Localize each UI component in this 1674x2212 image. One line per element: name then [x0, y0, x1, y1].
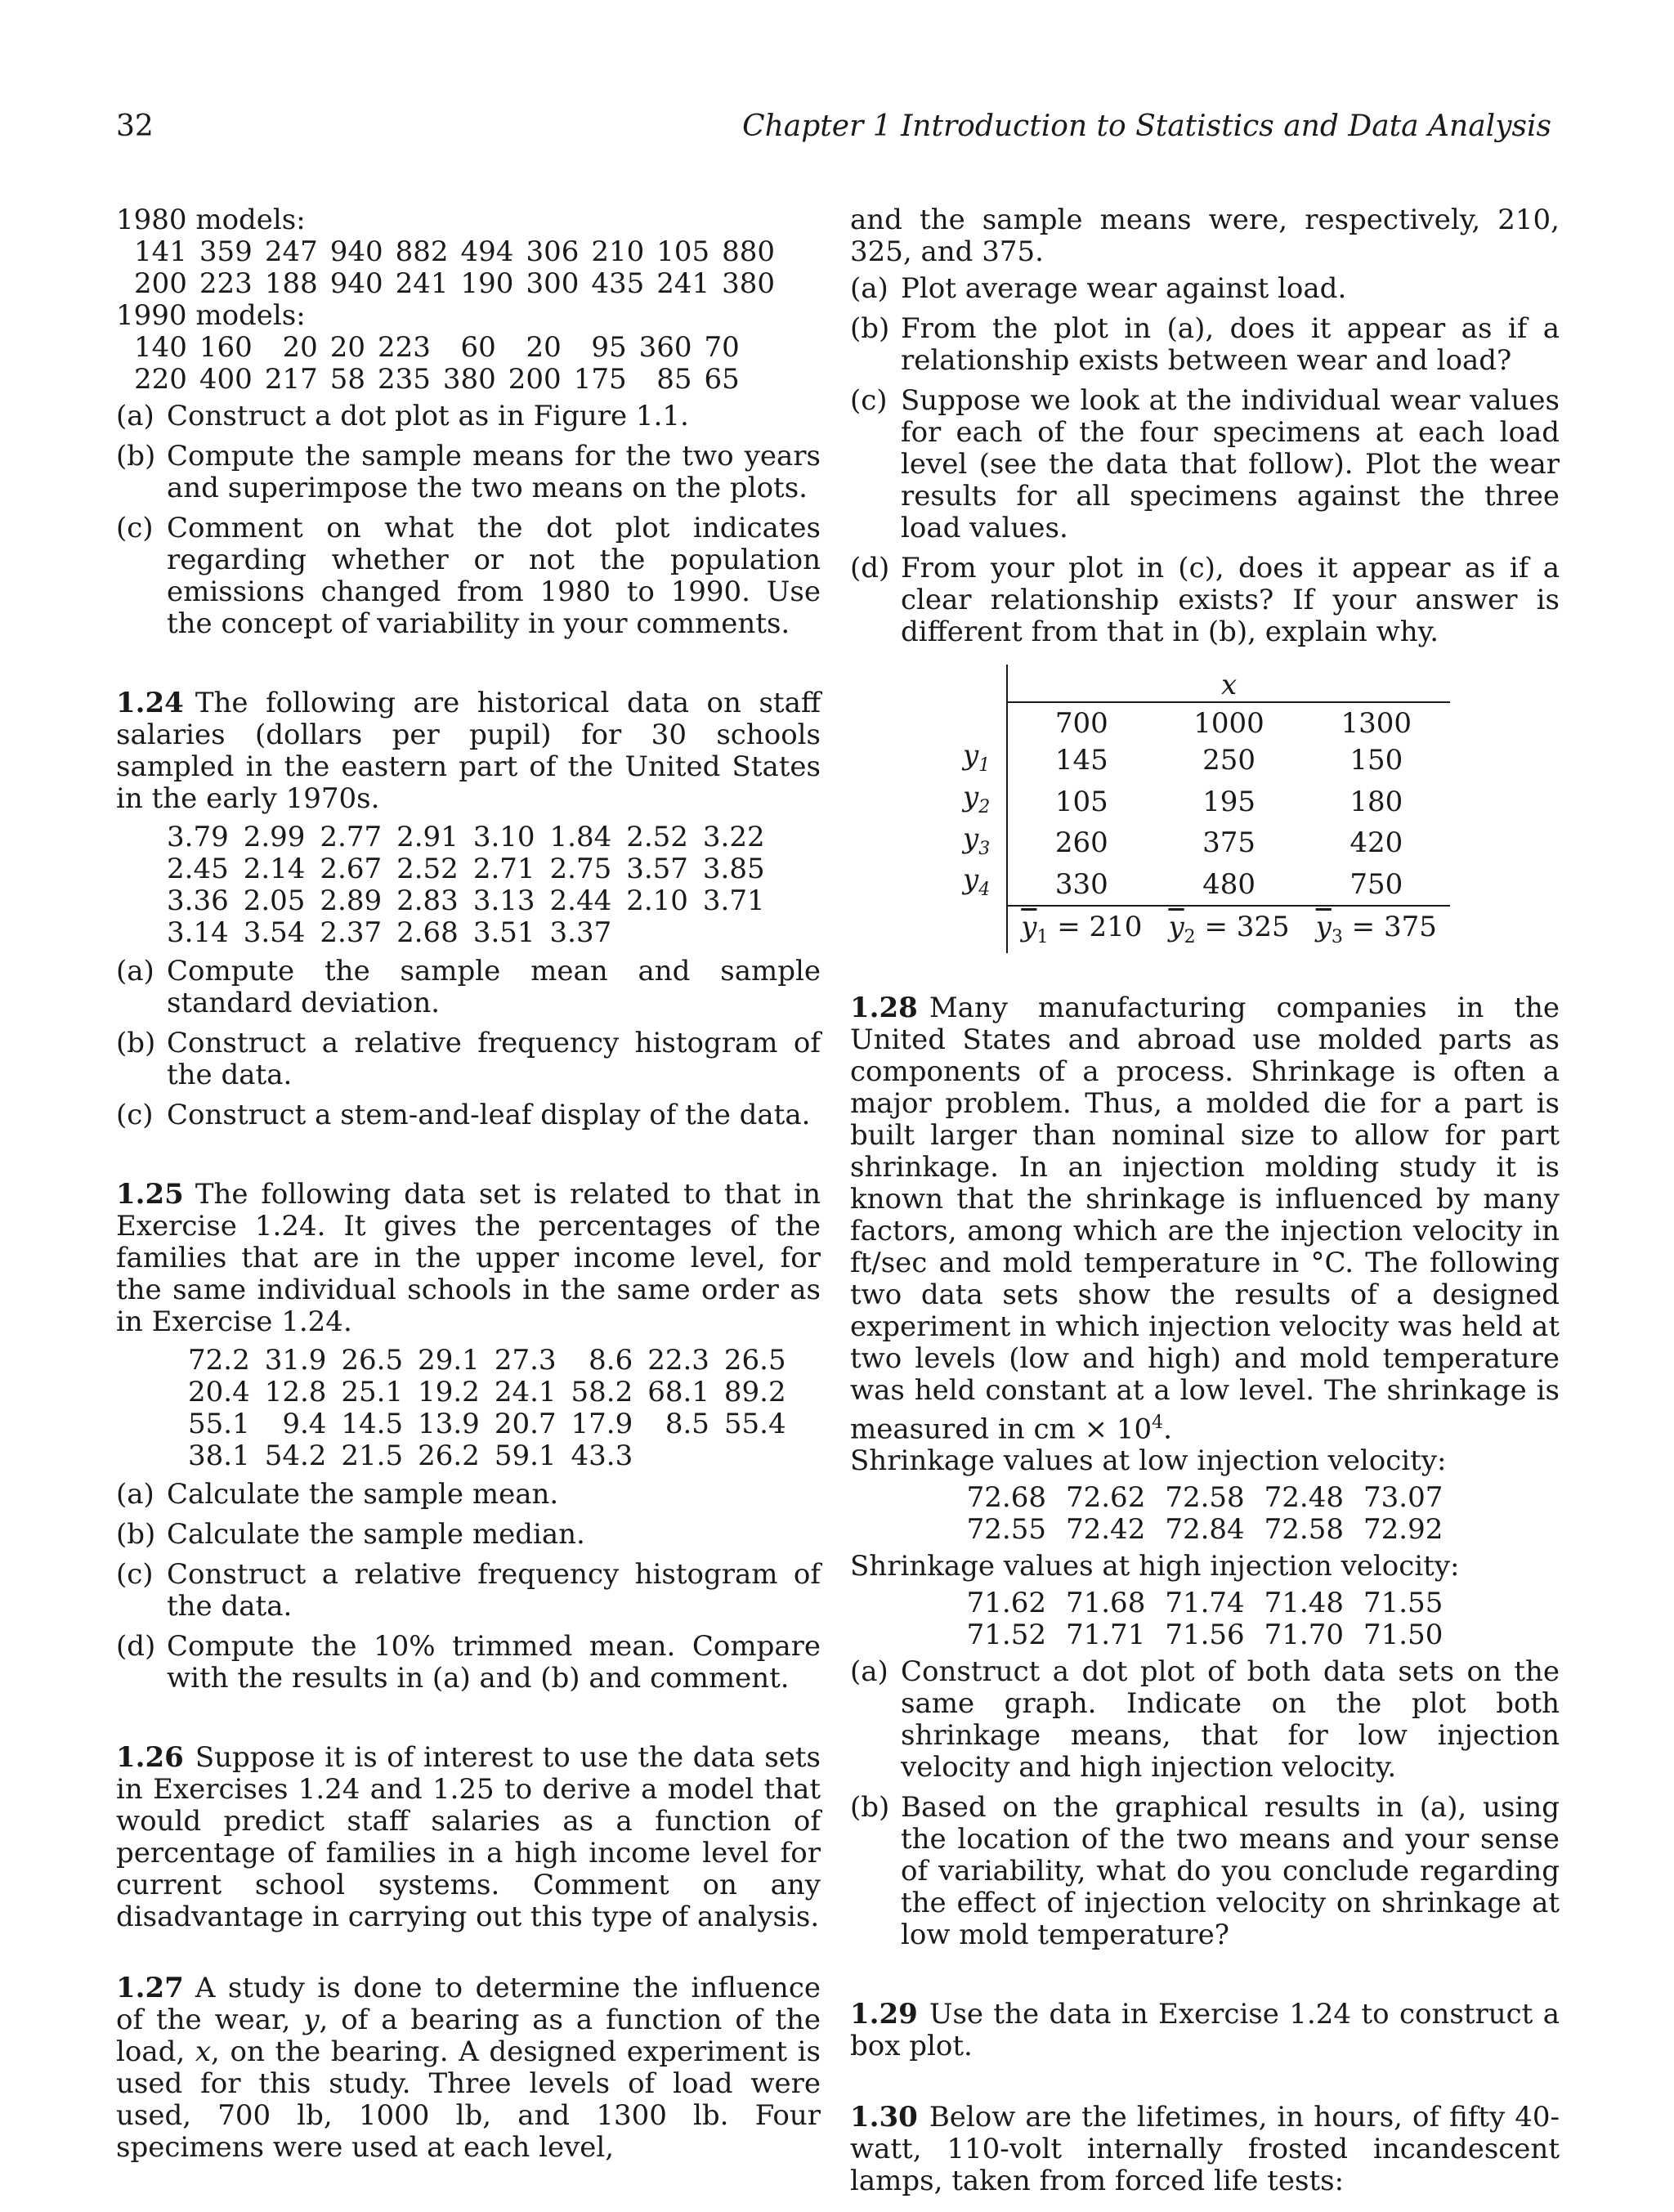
wear-cell: 105: [1054, 785, 1108, 818]
emission-1990-cell: 20: [526, 331, 562, 364]
salary-data: [167, 822, 780, 949]
wear-cell: 250: [1202, 743, 1256, 777]
shrinkage-low-cell: 72.68: [966, 1481, 1046, 1515]
variable-y: y: [303, 2004, 320, 2036]
emission-1980-row: [134, 236, 787, 268]
exercise-part: [850, 273, 1560, 305]
emission-1990-cell: 400: [199, 363, 253, 396]
part-label: (b): [850, 312, 890, 345]
salary-cell: 2.52: [626, 821, 688, 853]
salary-cell: 2.37: [320, 916, 383, 949]
income-row: [188, 1440, 801, 1472]
salary-cell: 3.37: [549, 916, 612, 949]
table-corner: [956, 906, 1007, 953]
shrinkage-low-cell: 72.58: [1165, 1481, 1245, 1515]
exponent: 4: [1152, 1412, 1164, 1433]
wear-row-label: $y_4$: [956, 864, 1007, 906]
exercise-number: 1.26: [116, 1741, 184, 1774]
income-cell: 43.3: [571, 1440, 633, 1472]
wear-row: [956, 781, 1450, 823]
exercise-1-30-statement: [850, 2102, 1560, 2197]
income-cell: 54.2: [264, 1440, 327, 1472]
salary-cell: 2.10: [626, 884, 688, 917]
income-cell: 58.2: [571, 1376, 633, 1408]
left-column: [116, 204, 821, 2164]
part-label: (b): [116, 1518, 156, 1551]
part-text: Suppose we look at the individual wear values for each of the four specimens at each load level (see the data that follow). Plot the wear results for all specimens against the three load values.: [901, 384, 1560, 544]
exercise-part: [850, 1656, 1560, 1784]
page-header: [0, 110, 1674, 151]
exercise-1-24-parts: [116, 956, 821, 1131]
exercise-number: 1.29: [850, 1998, 918, 2031]
emission-1990-row: [134, 364, 752, 396]
wear-row-label: $y_2$: [956, 781, 1007, 823]
exercise-1-27-statement: [116, 1972, 821, 2164]
salary-cell: 3.79: [167, 821, 229, 853]
high-velocity-data: [957, 1587, 1453, 1651]
emission-1990-cell: 360: [638, 331, 692, 364]
part-label: (b): [850, 1791, 890, 1825]
shrinkage-low-row: [957, 1514, 1453, 1546]
part-label: (b): [116, 440, 156, 472]
part-text: Calculate the sample mean.: [167, 1478, 559, 1511]
part-text: From your plot in (c), does it appear as if a clear relationship exists? If your answer is different from that in (b), explain why.: [901, 552, 1560, 648]
income-cell: 17.9: [571, 1408, 633, 1440]
emission-1980-row: [134, 268, 787, 300]
shrinkage-low-cell: 73.07: [1363, 1481, 1443, 1515]
part-label: (c): [116, 512, 154, 544]
exercise-1-29: [850, 1999, 1560, 2062]
exercise-1-25-parts: [116, 1479, 821, 1695]
part-label: (b): [116, 1027, 156, 1059]
income-cell: 26.2: [418, 1440, 480, 1472]
part-text: From the plot in (a), does it appear as if a relationship exists between wear and load?: [901, 312, 1560, 377]
exercise-part: [116, 401, 821, 432]
exercise-part: [116, 1479, 821, 1511]
wear-cell: 330: [1054, 867, 1108, 901]
emission-1990-cell: 140: [134, 331, 187, 364]
shrinkage-high-cell: 71.56: [1165, 1619, 1245, 1652]
salary-cell: 2.71: [472, 853, 535, 885]
shrinkage-high-cell: 71.70: [1264, 1619, 1345, 1652]
wear-cell: 145: [1054, 743, 1108, 777]
part-label: (a): [850, 1655, 888, 1689]
low-velocity-label: Shrinkage values at low injection velocity:: [850, 1444, 1447, 1478]
exercise-1-26-statement: [116, 1742, 821, 1933]
emission-1980-cell: 435: [591, 267, 645, 300]
income-cell: [647, 1440, 724, 1472]
salary-cell: 3.22: [702, 821, 765, 853]
salary-cell: 3.14: [167, 916, 229, 949]
shrinkage-low-cell: 72.84: [1165, 1513, 1245, 1547]
salary-cell: 3.54: [243, 916, 306, 949]
exercise-part: [116, 956, 821, 1019]
load-column-header: 700: [1054, 707, 1108, 740]
salary-row: [167, 822, 780, 853]
shrinkage-low-cell: 72.62: [1065, 1481, 1146, 1515]
emission-1990-cell: 60: [460, 331, 496, 364]
exercise-text: .: [1163, 1413, 1172, 1446]
part-label: (d): [850, 552, 890, 584]
wear-cell: 420: [1349, 826, 1403, 860]
load-column-header: 1300: [1341, 707, 1412, 740]
emission-1980-cell: 880: [722, 235, 776, 268]
income-percent-data: [188, 1345, 801, 1472]
salary-row: [167, 853, 780, 885]
table-corner: [956, 702, 1007, 740]
salary-cell: 2.67: [320, 853, 383, 885]
exercise-part: [116, 1559, 821, 1623]
emission-1980-cell: 223: [199, 267, 253, 300]
income-cell: 89.2: [723, 1376, 786, 1408]
salary-row: [167, 917, 780, 949]
emission-1990-cell: 160: [199, 331, 253, 364]
income-cell: 24.1: [494, 1376, 557, 1408]
part-label: (a): [116, 955, 154, 987]
emission-1990-cell: 380: [442, 363, 496, 396]
shrinkage-high-row: [957, 1587, 1453, 1619]
shrinkage-high-cell: 71.50: [1363, 1619, 1443, 1652]
exercise-1-23-continued: [116, 204, 821, 640]
exercise-1-28-statement: [850, 992, 1560, 1445]
wear-cell: 375: [1202, 826, 1256, 860]
low-velocity-data: [957, 1482, 1453, 1546]
part-text: Calculate the sample median.: [167, 1518, 585, 1551]
income-cell: 8.5: [665, 1408, 709, 1440]
salary-cell: 3.85: [702, 853, 765, 885]
shrinkage-low-cell: 72.55: [966, 1513, 1046, 1547]
exercise-1-27-start: [116, 1972, 821, 2164]
table-corner: [956, 665, 1007, 702]
salary-cell: 1.84: [549, 821, 612, 853]
exercise-part: [116, 1519, 821, 1551]
exercise-text: Suppose it is of interest to use the data sets in Exercises 1.24 and 1.25 to derive a model that would predict staff salaries as a function of percentage of families in a high income level for current school systems. Comment on any disadvantage in carrying out this type of analysis.: [116, 1741, 821, 1933]
mean-cell: $\overline{y}_2 = 325$: [1155, 906, 1302, 953]
exercise-text: The following are historical data on staff salaries (dollars per pupil) for 30 schools sampled in the eastern part of the United States in the early 1970s.: [116, 687, 821, 815]
variable-x: x: [195, 2035, 212, 2068]
exercise-part: [116, 1099, 821, 1131]
income-cell: 31.9: [264, 1344, 327, 1377]
income-cell: 22.3: [647, 1344, 709, 1377]
part-text: Comment on what the dot plot indicates regarding whether or not the population emissions changed from 1980 to 1990. Use the concept of variability in your comments.: [167, 512, 821, 640]
income-cell: 9.4: [282, 1408, 327, 1440]
part-label: (c): [850, 384, 888, 417]
emission-1990-cell: 58: [329, 363, 365, 396]
emission-1990-cell: 85: [656, 363, 692, 396]
exercise-1-23-parts: [116, 401, 821, 640]
salary-cell: 2.05: [243, 884, 306, 917]
income-cell: [724, 1440, 801, 1472]
salary-cell: 2.14: [243, 853, 306, 885]
part-text: Construct a relative frequency histogram of the data.: [167, 1027, 821, 1091]
mean-cell: $\overline{y}_1 = 210$: [1007, 906, 1155, 953]
salary-cell: 2.99: [243, 821, 306, 853]
part-label: (d): [116, 1630, 156, 1663]
part-label: (a): [116, 400, 154, 432]
exercise-part: [850, 553, 1560, 648]
exercise-1-24-statement: [116, 687, 821, 815]
emission-1990-cell: 95: [591, 331, 627, 364]
part-text: Construct a stem-and-leaf display of the data.: [167, 1099, 811, 1131]
income-row: [188, 1377, 801, 1408]
exercise-part: [850, 313, 1560, 377]
exercise-text: Below are the lifetimes, in hours, of fifty 40-watt, 110-volt internally frosted incandescent lamps, taken from forced life tests:: [850, 2101, 1560, 2198]
emission-1990-cell: 220: [134, 363, 187, 396]
income-cell: 29.1: [418, 1344, 480, 1377]
exercise-text: , of a bearing as a function of the load,: [116, 2004, 821, 2068]
exercise-part: [116, 1631, 821, 1695]
shrinkage-high-cell: 71.55: [1363, 1587, 1443, 1620]
emission-1980-cell: 359: [199, 235, 253, 268]
label-1980-models: 1980 models:: [116, 204, 306, 236]
emission-1980-cell: 940: [329, 235, 383, 268]
emission-1980-cell: 141: [134, 235, 187, 268]
exercise-text-left: , on the bearing. A designed experiment is used for this study. Three levels of load were used, 700 lb, 1000 lb, and 1300 lb. Four specimens were used at each level,: [116, 2035, 821, 2164]
exercise-1-28-parts: [850, 1656, 1560, 1951]
shrinkage-low-cell: 72.42: [1065, 1513, 1146, 1547]
wear-row: [956, 864, 1450, 906]
exercise-part: [116, 513, 821, 640]
income-cell: 8.6: [589, 1344, 633, 1377]
emission-1980-cell: 300: [526, 267, 580, 300]
part-label: (c): [116, 1099, 154, 1131]
emission-1990-cell: 217: [264, 363, 318, 396]
income-cell: 20.7: [494, 1408, 557, 1440]
emission-1980-cell: 241: [656, 267, 710, 300]
exercise-number: 1.25: [116, 1178, 184, 1211]
salary-cell: 3.51: [472, 916, 535, 949]
emission-1990-cell: 20: [282, 331, 318, 364]
emission-1980-cell: 380: [722, 267, 776, 300]
exercise-number: 1.28: [850, 991, 918, 1024]
salary-cell: 2.52: [396, 853, 459, 885]
emission-1980-cell: 241: [395, 267, 449, 300]
income-cell: 12.8: [264, 1376, 327, 1408]
x-header: x: [1007, 665, 1450, 702]
income-cell: 20.4: [188, 1376, 250, 1408]
exercise-1-25: [116, 1179, 821, 1695]
emission-1980-cell: 105: [656, 235, 710, 268]
income-row: [188, 1408, 801, 1440]
part-label: (a): [850, 272, 888, 305]
emission-1990-cell: 200: [508, 363, 562, 396]
salary-cell: 2.91: [396, 821, 459, 853]
exercise-text: A study is done to determine the influence of the wear,: [116, 1972, 821, 2036]
shrinkage-low-row: [957, 1482, 1453, 1514]
wear-load-table: [956, 665, 1450, 953]
emission-1990-cell: 65: [704, 363, 740, 396]
shrinkage-low-cell: 72.92: [1363, 1513, 1443, 1547]
emission-1990-cell: 223: [377, 331, 431, 364]
income-cell: 68.1: [647, 1376, 709, 1408]
emission-1980-cell: 494: [460, 235, 514, 268]
emission-1990-cell: 20: [329, 331, 365, 364]
emission-1980-cell: 190: [460, 267, 514, 300]
salary-cell: [703, 917, 780, 949]
income-cell: 13.9: [418, 1408, 480, 1440]
exercise-part: [116, 441, 821, 504]
page-number: 32: [116, 110, 154, 143]
exercise-1-27-continued: [850, 204, 1560, 953]
emission-1980-cell: 200: [134, 267, 187, 300]
wear-cell: 750: [1349, 867, 1403, 901]
exercise-1-26: [116, 1742, 821, 1933]
shrinkage-high-cell: 71.62: [966, 1587, 1046, 1620]
emission-1990-cell: 175: [573, 363, 627, 396]
exercise-text: Many manufacturing companies in the United States and abroad use molded parts as components of a process. Shrinkage is often a major problem. Thus, a molded die for a part is built larger than nominal size to allow for part shrinkage. In an injection molding study it is known that the shrinkage is influenced by many factors, among which are the injection velocity in ft/sec and mold temperature in °C. The following two data sets show the results of a designed experiment in which injection velocity was held at two levels (low and high) and mold temperature was held constant at a low level. The shrinkage is measured in cm × 10: [850, 991, 1560, 1446]
exercise-part: [850, 385, 1560, 544]
income-cell: 21.5: [341, 1440, 404, 1472]
exercise-number: 1.30: [850, 2101, 918, 2134]
income-cell: 38.1: [188, 1440, 250, 1472]
income-cell: 26.5: [341, 1344, 404, 1377]
wear-row: [956, 823, 1450, 865]
salary-row: [167, 885, 780, 917]
wear-row-label: $y_3$: [956, 823, 1007, 865]
exercise-part: [850, 1792, 1560, 1951]
income-row: [188, 1345, 801, 1377]
salary-cell: 3.13: [472, 884, 535, 917]
emission-1980-cell: 882: [395, 235, 449, 268]
part-text: Based on the graphical results in (a), using the location of the two means and your sense of variability, what do you conclude regarding the effect of injection velocity on shrinkage at low mold temperature?: [901, 1791, 1560, 1952]
wear-cell: 150: [1349, 743, 1403, 777]
part-text: Construct a dot plot of both data sets on the same graph. Indicate on the plot both shrinkage means, that for low injection velocity and high injection velocity.: [901, 1655, 1560, 1784]
shrinkage-high-cell: 71.52: [966, 1619, 1046, 1652]
emission-1980-cell: 247: [264, 235, 318, 268]
income-cell: 19.2: [418, 1376, 480, 1408]
wear-cell: 480: [1202, 867, 1256, 901]
emission-1980-cell: 188: [264, 267, 318, 300]
salary-cell: 2.68: [396, 916, 459, 949]
exercise-text: Use the data in Exercise 1.24 to construct a box plot.: [850, 1998, 1560, 2063]
shrinkage-high-cell: 71.68: [1065, 1587, 1146, 1620]
salary-cell: 2.44: [549, 884, 612, 917]
exercise-text-right: and the sample means were, respectively, 210, 325, and 375.: [850, 204, 1560, 268]
mean-cell: $\overline{y}_3 = 375$: [1303, 906, 1450, 953]
exercise-1-27-parts: [850, 273, 1560, 648]
exercise-text: The following data set is related to that in Exercise 1.24. It gives the percentages of the families that are in the upper income level, for the same individual schools in the same order as in Exercise 1.24.: [116, 1178, 821, 1338]
salary-cell: 2.45: [167, 853, 229, 885]
part-text: Construct a relative frequency histogram of the data.: [167, 1558, 821, 1623]
part-text: Compute the 10% trimmed mean. Compare with the results in (a) and (b) and comment.: [167, 1630, 821, 1695]
shrinkage-high-cell: 71.74: [1165, 1587, 1245, 1620]
exercise-1-30: [850, 2102, 1560, 2197]
label-1990-models: 1990 models:: [116, 299, 306, 332]
income-cell: 72.2: [188, 1344, 250, 1377]
salary-cell: 2.75: [549, 853, 612, 885]
shrinkage-low-cell: 72.48: [1264, 1481, 1345, 1515]
emission-1990-cell: 235: [377, 363, 431, 396]
part-label: (a): [116, 1478, 154, 1511]
income-cell: 59.1: [494, 1440, 557, 1472]
part-text: Construct a dot plot as in Figure 1.1.: [167, 400, 689, 432]
salary-cell: 3.71: [702, 884, 765, 917]
data-1990-models: [134, 332, 752, 396]
salary-cell: 3.10: [472, 821, 535, 853]
part-text: Plot average wear against load.: [901, 272, 1347, 305]
load-column-header: 1000: [1193, 707, 1264, 740]
income-cell: 14.5: [341, 1408, 404, 1440]
exercise-number: 1.24: [116, 687, 184, 719]
wear-cell: 260: [1054, 826, 1108, 860]
salary-cell: [626, 917, 703, 949]
data-1980-models: [134, 236, 787, 300]
high-velocity-label: Shrinkage values at high injection velocity:: [850, 1550, 1460, 1583]
part-label: (c): [116, 1558, 154, 1591]
exercise-1-28: [850, 992, 1560, 1951]
wear-row-label: $y_1$: [956, 740, 1007, 781]
income-cell: 55.1: [188, 1408, 250, 1440]
salary-cell: 2.83: [396, 884, 459, 917]
shrinkage-low-cell: 72.58: [1264, 1513, 1345, 1547]
shrinkage-high-cell: 71.71: [1065, 1619, 1146, 1652]
emission-1980-cell: 210: [591, 235, 645, 268]
part-text: Compute the sample means for the two years and superimpose the two means on the plots.: [167, 440, 821, 504]
emission-1980-cell: 306: [526, 235, 580, 268]
income-cell: 55.4: [723, 1408, 786, 1440]
income-cell: 26.5: [723, 1344, 786, 1377]
exercise-1-24: [116, 687, 821, 1131]
emission-1980-cell: 940: [329, 267, 383, 300]
salary-cell: 3.36: [167, 884, 229, 917]
emission-1990-cell: 70: [704, 331, 740, 364]
income-cell: 25.1: [341, 1376, 404, 1408]
running-title: Chapter 1 Introduction to Statistics and Data Analysis: [742, 110, 1551, 143]
shrinkage-high-cell: 71.48: [1264, 1587, 1345, 1620]
exercise-number: 1.27: [116, 1972, 184, 2004]
wear-row: [956, 740, 1450, 781]
exercise-1-29-statement: [850, 1999, 1560, 2062]
exercise-part: [116, 1028, 821, 1091]
salary-cell: 2.77: [320, 821, 383, 853]
salary-cell: 3.57: [626, 853, 688, 885]
wear-cell: 180: [1349, 785, 1403, 818]
right-column: [850, 204, 1560, 2197]
salary-cell: 2.89: [320, 884, 383, 917]
part-text: Compute the sample mean and sample standard deviation.: [167, 955, 821, 1019]
income-cell: 27.3: [494, 1344, 557, 1377]
wear-cell: 195: [1202, 785, 1256, 818]
shrinkage-high-row: [957, 1619, 1453, 1651]
emission-1990-row: [134, 332, 752, 364]
exercise-1-25-statement: [116, 1179, 821, 1338]
